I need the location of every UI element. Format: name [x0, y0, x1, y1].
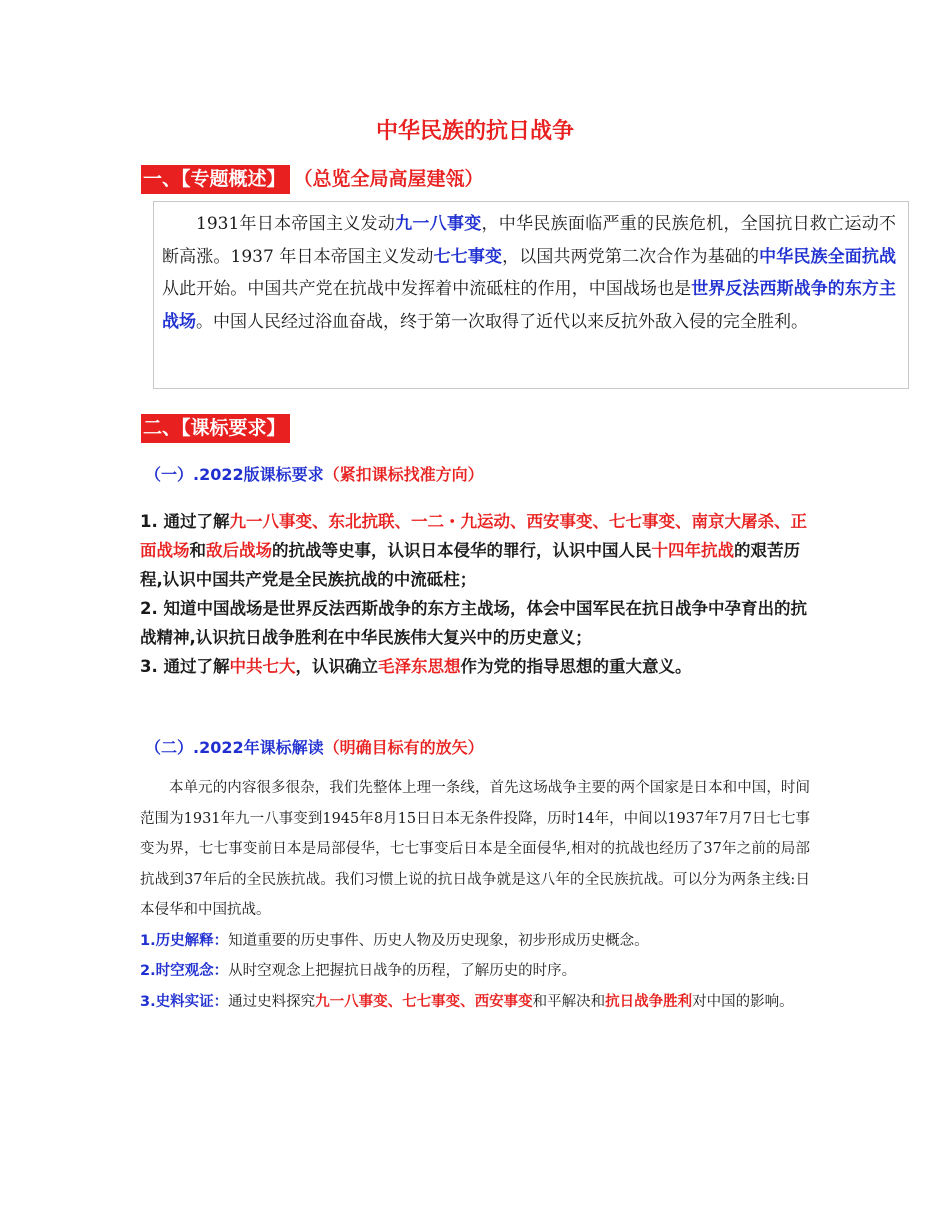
section-heading-requirements [141, 414, 290, 443]
req-text: 1. 通过了解 [140, 512, 230, 531]
overview-text: 1931年日本帝国主义发动 [196, 214, 396, 234]
literacy-label: 3.史料实证： [140, 993, 229, 1010]
subheading-label: （二）.2022年课标解读 [145, 738, 324, 757]
keyword-77: 七七事变 [433, 246, 503, 267]
overview-text: 。中国人民经过浴血奋战，终于第一次取得了近代以来反抗外敌入侵的完全胜利。 [196, 311, 808, 332]
interpretation-block [140, 773, 810, 1017]
overview-text: 从此开始。中国共产党在抗战中发挥着中流砥柱的作用，中国战场也是 [162, 279, 692, 299]
req-keyword: 中共七大 [229, 657, 296, 676]
literacy-text: 对中国的影响。 [692, 993, 794, 1010]
document-title: 中华民族的抗日战争 [375, 119, 574, 144]
keyword-eastern-battlefield: 世界反法西斯战争的东方主战场 [162, 279, 897, 332]
req-keyword: 九一八事变、东北抗联、一二・九运动、西安事变、七七事变、南京大屠杀、正面战场 [140, 512, 807, 560]
interpretation-paragraph: 本单元的内容很多很杂，我们先整体上理一条线，首先这场战争主要的两个国家是日本和中国，时间范围为1931年九一八事变到1945年8月15日日本无条件投降，历时14年，中间以1937年7月7日七七事变为界，七七事变前日本是局部侵华，七七事变后日本是全面侵华,相对的抗战也经历了37年之前的局部抗战到37年后的全民族抗战。我们习惯上说的抗日战争就是这八年的全民族抗战。可以分为两条主线:日本侵华和中国抗战。 [140, 780, 810, 918]
keyword-full-war: 中华民族全面抗战 [759, 246, 897, 267]
literacy-text: 和平解决和 [532, 993, 606, 1010]
req-keyword: 敌后战场 [206, 541, 272, 560]
req-text: 3. 通过了解 [140, 657, 230, 676]
literacy-text: 从时空观念上把握抗日战争的历程，了解历史的时序。 [228, 963, 577, 979]
overview-text: ，中华民族面临严重的民族危机，全国抗日救亡运动不断高涨。1937 年日本帝国主义发动 [162, 214, 897, 267]
req-text: 的艰苦历程,认识中国共产党是全民族抗战的中流砥柱； [140, 541, 800, 589]
literacy-item-time-space [140, 956, 810, 987]
requirements-list [140, 507, 820, 681]
literacy-item-history [140, 926, 810, 957]
literacy-text: 知道重要的历史事件、历史人物及历史现象，初步形成历史概念。 [228, 932, 649, 949]
overview-text: ，以国共两党第二次合作为基础的 [502, 246, 760, 267]
subheading-label: （一）.2022版课标要求 [145, 465, 324, 484]
req-text: 的抗战等史事，认识日本侵华的罪行，认识中国人民 [272, 541, 652, 560]
requirement-item [140, 507, 820, 594]
literacy-label: 1.历史解释： [140, 932, 229, 949]
overview-box [153, 201, 909, 389]
subheading-tagline: （明确目标有的放矢） [323, 738, 484, 757]
section-tag: 二、【课标要求】 [141, 414, 290, 443]
literacy-text: 通过史料探究 [228, 993, 316, 1010]
literacy-label: 2.时空观念： [140, 963, 229, 979]
req-text: 作为党的指导思想的重大意义。 [460, 657, 692, 676]
literacy-item-evidence [140, 987, 810, 1018]
req-keyword: 毛泽东思想 [378, 657, 461, 676]
section-heading-overview [141, 165, 484, 194]
requirement-item [140, 652, 820, 681]
requirement-item: 2. 知道中国战场是世界反法西斯战争的东方主战场，体会中国军民在抗日战争中孕育出的抗战精神,认识抗日战争胜利在中华民族伟大复兴中的历史意义； [140, 599, 807, 647]
keyword-918: 九一八事变 [395, 214, 482, 234]
subheading-standards [145, 462, 484, 485]
subheading-tagline: （紧扣课标找准方向） [323, 465, 484, 484]
section-tag: 一、【专题概述】 [141, 165, 290, 194]
req-text: ，认识确立 [295, 657, 378, 676]
req-keyword: 十四年抗战 [651, 541, 734, 560]
section-tagline: （总览全局高屋建瓴） [293, 168, 484, 190]
subheading-interpretation [145, 735, 484, 758]
req-text: 和 [189, 541, 206, 560]
overview-paragraph [162, 208, 896, 338]
literacy-keyword: 九一八事变、七七事变、西安事变 [315, 993, 533, 1010]
literacy-keyword: 抗日战争胜利 [605, 993, 693, 1010]
